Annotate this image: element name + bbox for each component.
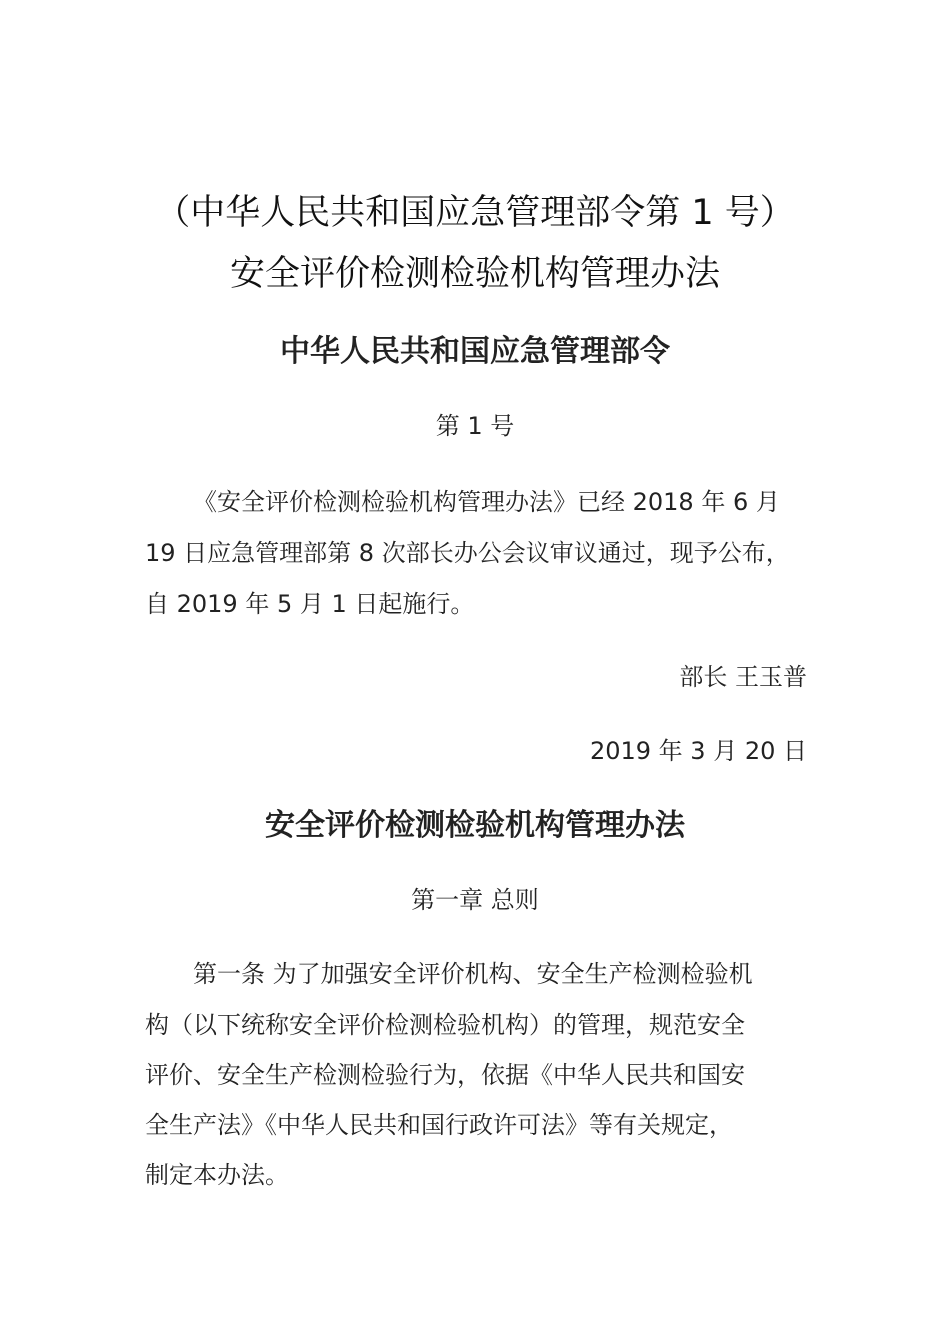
regulation-title: 安全评价检测检验机构管理办法 [265, 808, 685, 843]
article-line: 全生产法》《中华人民共和国行政许可法》等有关规定， [145, 1111, 733, 1139]
article-line: 制定本办法。 [145, 1161, 289, 1189]
chapter-title: 第一章 总则 [411, 886, 539, 914]
signing-date: 2019 年 3 月 20 日 [589, 737, 807, 765]
order-number: 第 1 号 [435, 412, 515, 440]
document-title-decree: （中华人民共和国应急管理部令第 1 号） [155, 193, 795, 233]
document-title-regulation: 安全评价检测检验机构管理办法 [229, 254, 720, 294]
announcement-line: 《安全评价检测检验机构管理办法》已经 2018 年 6 月 [193, 488, 780, 516]
announcement-line: 自 2019 年 5 月 1 日起施行。 [145, 590, 475, 618]
issuer-heading: 中华人民共和国应急管理部令 [280, 334, 670, 369]
article-line: 构（以下统称安全评价检测检验机构）的管理，规范安全 [145, 1011, 745, 1039]
signatory: 部长 王玉普 [679, 663, 807, 691]
article-line: 评价、安全生产检测检验行为，依据《中华人民共和国安 [145, 1061, 745, 1089]
announcement-line: 19 日应急管理部第 8 次部长办公会议审议通过，现予公布， [145, 539, 790, 567]
article-line: 第一条 为了加强安全评价机构、安全生产检测检验机 [193, 960, 753, 988]
